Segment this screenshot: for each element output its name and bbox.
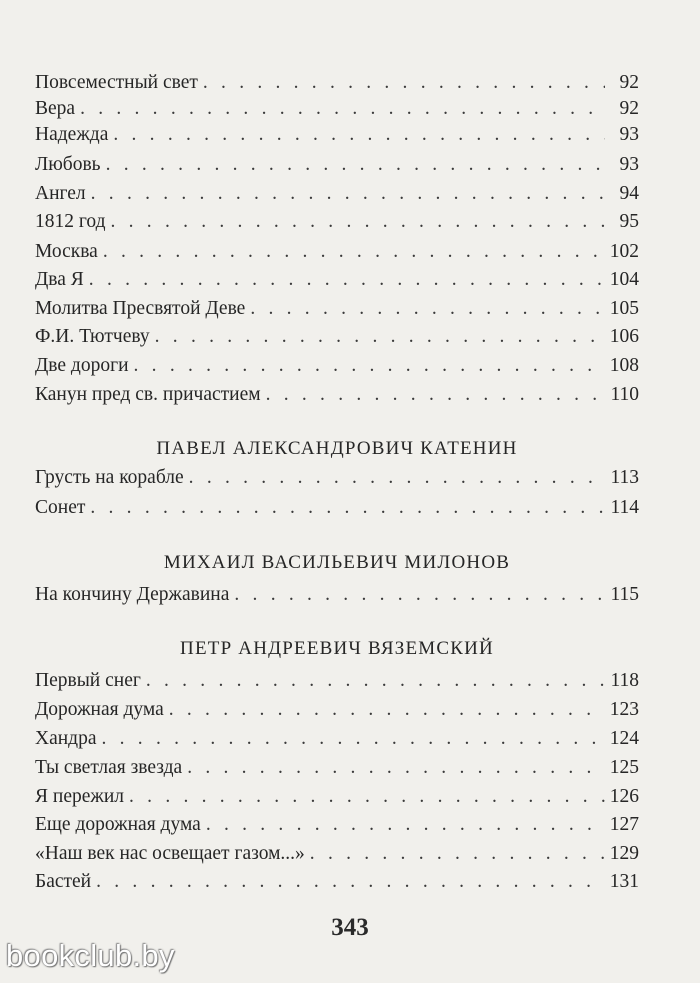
toc-entry-title: Еще дорожная дума	[35, 814, 201, 835]
toc-entry-page: 113	[610, 467, 639, 488]
toc-leader-dots	[129, 784, 605, 810]
toc-entry-page: 123	[609, 699, 639, 720]
toc-entry-page: 95	[619, 211, 639, 232]
toc-entry	[35, 239, 639, 265]
toc-leader-dots	[155, 324, 605, 350]
toc-entry-page: 125	[609, 757, 639, 778]
toc-entry-title: Любовь	[35, 154, 101, 175]
toc-entry-title: Москва	[35, 241, 98, 262]
toc-leader-dots	[96, 869, 605, 895]
toc-entry-title: На кончину Державина	[35, 584, 230, 605]
toc-entry-title: Хандра	[35, 728, 97, 749]
toc-entry-page: 124	[609, 728, 639, 749]
toc-entry	[35, 582, 639, 608]
toc-entry-title: Сонет	[35, 497, 86, 518]
toc-entry	[35, 869, 639, 895]
toc-entry-title: Две дороги	[35, 355, 129, 376]
toc-entry-title: Первый снег	[35, 670, 141, 691]
toc-entry-title: Дорожная дума	[35, 699, 164, 720]
toc-leader-dots	[266, 382, 605, 408]
toc-entry	[35, 784, 639, 810]
toc-entry-title: Ангел	[35, 183, 86, 204]
toc-entry-page: 115	[610, 584, 639, 605]
author-heading: ПАВЕЛ АЛЕКСАНДРОВИЧ КАТЕНИН	[156, 438, 518, 459]
toc-entry	[35, 697, 639, 723]
toc-entry	[35, 353, 639, 379]
toc-entry-title: Грусть на корабле	[35, 467, 184, 488]
toc-leader-dots	[206, 812, 605, 838]
toc-entry-title: 1812 год	[35, 211, 106, 232]
toc-entry	[35, 668, 639, 694]
toc-entry-page: 104	[609, 269, 639, 290]
toc-entry-title: Надежда	[35, 124, 109, 145]
toc-entry	[35, 296, 639, 322]
toc-leader-dots	[134, 353, 605, 379]
toc-entry-page: 110	[610, 384, 639, 405]
toc-leader-dots	[91, 181, 605, 207]
toc-entry	[35, 209, 639, 235]
toc-entry-page: 94	[619, 183, 639, 204]
toc-leader-dots	[103, 239, 605, 265]
author-heading: МИХАИЛ ВАСИЛЬЕВИЧ МИЛОНОВ	[163, 552, 511, 573]
toc-entry-page: 131	[609, 871, 639, 892]
toc-entry-page: 92	[619, 72, 639, 93]
toc-entry	[35, 96, 639, 122]
toc-leader-dots	[234, 582, 605, 608]
toc-leader-dots	[203, 70, 605, 96]
toc-entry-title: Два Я	[35, 269, 84, 290]
toc-leader-dots	[310, 841, 605, 867]
toc-entry	[35, 755, 639, 781]
toc-entry	[35, 841, 639, 867]
toc-entry-page: 129	[609, 843, 639, 864]
toc-entry-page: 108	[609, 355, 639, 376]
toc-entry	[35, 495, 639, 521]
toc-entry	[35, 726, 639, 752]
toc-entry-page: 106	[609, 326, 639, 347]
toc-entry-page: 93	[619, 154, 639, 175]
toc-entry-page: 127	[609, 814, 639, 835]
toc-entry-page: 118	[610, 670, 639, 691]
toc-leader-dots	[80, 96, 605, 122]
toc-entry-title: Ф.И. Тютчеву	[35, 326, 150, 347]
watermark-logo: bookclub.by	[6, 938, 175, 973]
toc-leader-dots	[146, 668, 605, 694]
toc-leader-dots	[89, 267, 605, 293]
author-heading: ПЕТР АНДРЕЕВИЧ ВЯЗЕМСКИЙ	[180, 638, 494, 659]
toc-entry-page: 114	[610, 497, 639, 518]
toc-leader-dots	[169, 697, 605, 723]
toc-entry	[35, 152, 639, 178]
toc-entry-page: 105	[609, 298, 639, 319]
toc-entry-title: «Наш век нас освещает газом...»	[35, 843, 305, 864]
page-number: 343	[331, 914, 369, 941]
toc-entry	[35, 465, 639, 491]
toc-entry-title: Повсеместный свет	[35, 72, 198, 93]
toc-leader-dots	[113, 122, 605, 148]
toc-entry-title: Бастей	[35, 871, 92, 892]
toc-entry	[35, 70, 639, 96]
toc-entry	[35, 181, 639, 207]
toc-entry-title: Я пережил	[35, 786, 125, 807]
toc-entry	[35, 382, 639, 408]
toc-leader-dots	[187, 755, 605, 781]
toc-leader-dots	[90, 495, 605, 521]
toc-leader-dots	[106, 152, 605, 178]
toc-entry	[35, 324, 639, 350]
toc-leader-dots	[111, 209, 606, 235]
toc-entry-page: 92	[619, 98, 639, 119]
toc-leader-dots	[189, 465, 605, 491]
toc-entry-title: Ты светлая звезда	[35, 757, 183, 778]
toc-entry-page: 93	[619, 124, 639, 145]
toc-entry-page: 126	[609, 786, 639, 807]
toc-entry-title: Канун пред св. причастием	[35, 384, 261, 405]
toc-entry-title: Вера	[35, 98, 76, 119]
toc-entry	[35, 267, 639, 293]
toc-entry-title: Молитва Пресвятой Деве	[35, 298, 246, 319]
toc-entry	[35, 812, 639, 838]
toc-entry	[35, 122, 639, 148]
toc-entry-page: 102	[609, 241, 639, 262]
toc-leader-dots	[102, 726, 606, 752]
toc-leader-dots	[250, 296, 605, 322]
